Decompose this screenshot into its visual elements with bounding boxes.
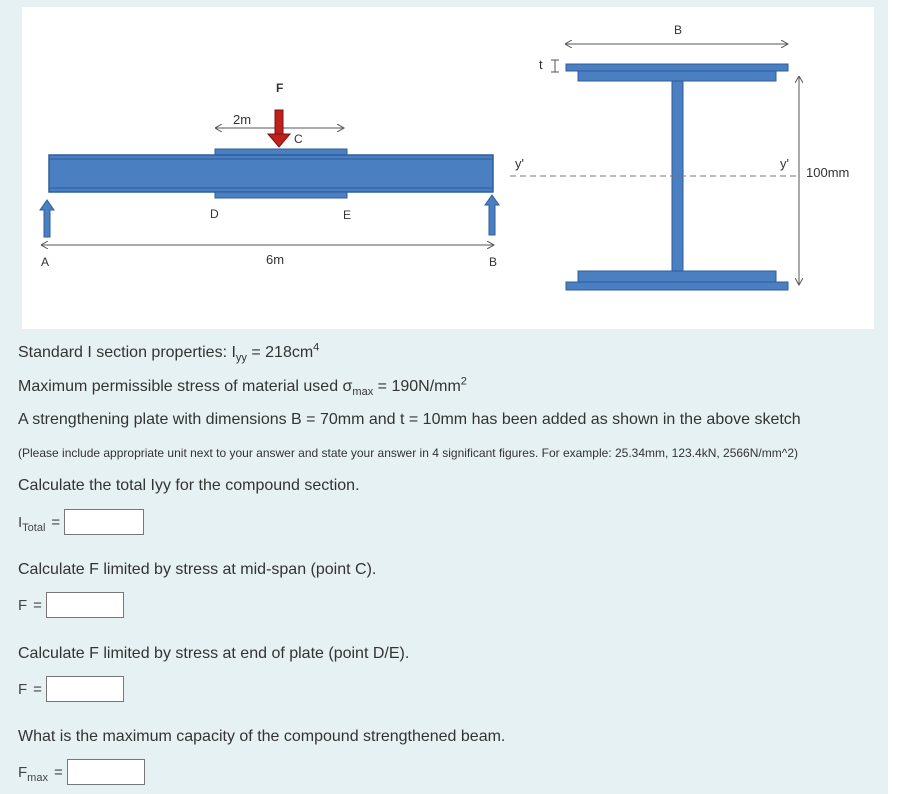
bottom-strengthening-plate — [215, 192, 347, 198]
section-top-plate — [566, 64, 788, 71]
label-2m: 2m — [233, 112, 252, 127]
max-stress: Maximum permissible stress of material used $\sigma_{max} = 190N/mm^2$ — [18, 375, 467, 399]
question-4-label: $F_{max}$ — [18, 763, 48, 784]
question-3-label: F — [18, 680, 28, 698]
question-2-answer-row: F = — [18, 590, 124, 620]
fmax-input[interactable] — [67, 759, 145, 785]
label-f: F — [276, 81, 284, 95]
label-a: A — [41, 255, 50, 269]
support-arrow-left — [40, 200, 54, 237]
itotal-input[interactable] — [64, 509, 144, 535]
section-bottom-plate — [566, 282, 788, 290]
label-e: E — [343, 208, 352, 222]
question-4-answer-row: $F_{max}$ = — [18, 757, 145, 787]
section-properties: Standard I section properties: $I_{yy} = 218cm^4$ — [18, 341, 320, 365]
label-y-prime-left: y' — [515, 156, 524, 171]
question-2-label: F — [18, 596, 28, 614]
label-y-prime-right: y' — [780, 156, 789, 171]
plate-description: A strengthening plate with dimensions B = 70mm and t = 10mm has been added as shown in the above sketch — [18, 411, 801, 428]
beam-diagram — [22, 7, 874, 329]
label-section-b: B — [674, 23, 683, 37]
label-c: C — [294, 132, 303, 146]
label-d: D — [210, 207, 219, 221]
question-1-answer-row: $I_{Total}$ = — [18, 507, 144, 537]
question-2-prompt: Calculate F limited by stress at mid-span (point C). — [18, 561, 377, 578]
section-top-flange — [578, 71, 776, 81]
top-strengthening-plate — [215, 149, 347, 155]
question-3-answer-row: F = — [18, 674, 124, 704]
answer-note: (Please include appropriate unit next to your answer and state your answer in 4 significant figures. For example: 25.34mm, 123.4kN, 2566N/mm^2) — [18, 446, 799, 460]
section-bottom-flange — [578, 271, 776, 282]
question-1-prompt: Calculate the total Iyy for the compound section. — [18, 477, 360, 494]
question-4-prompt: What is the maximum capacity of the compound strengthened beam. — [18, 728, 506, 745]
main-beam — [49, 155, 493, 192]
support-arrow-right — [485, 195, 499, 235]
label-6m: 6m — [266, 252, 285, 267]
question-1-label: $I_{Total}$ — [18, 513, 46, 534]
load-arrow-head — [268, 134, 290, 147]
label-t: t — [539, 57, 543, 72]
label-depth: 100mm — [806, 165, 850, 180]
label-b-support: B — [489, 255, 498, 269]
question-3-prompt: Calculate F limited by stress at end of plate (point D/E). — [18, 645, 410, 662]
f-midspan-input[interactable] — [46, 592, 124, 618]
beam-figure — [22, 7, 874, 329]
f-plate-end-input[interactable] — [46, 676, 124, 702]
load-arrow-shaft — [275, 110, 283, 135]
